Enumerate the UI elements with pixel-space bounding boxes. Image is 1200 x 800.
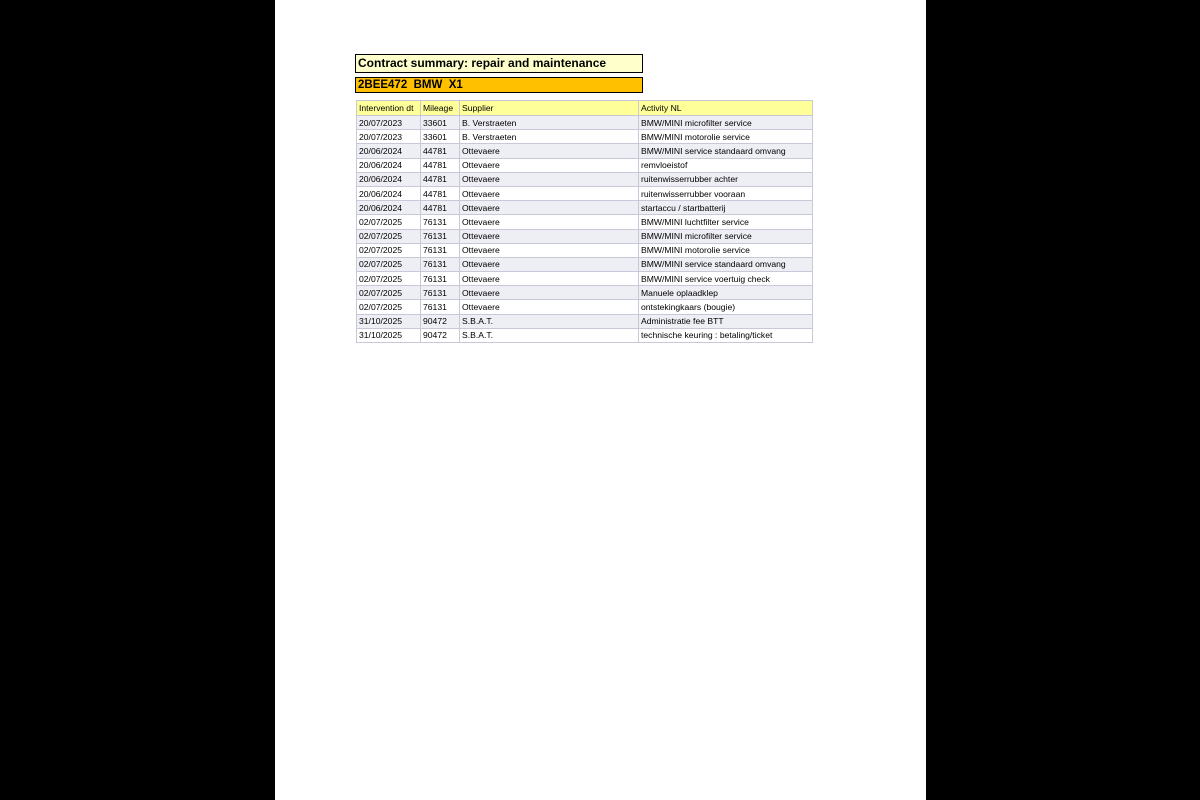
cell-intervention-date: 20/07/2023	[357, 116, 421, 130]
cell-activity: BMW/MINI service voertuig check	[639, 272, 813, 286]
table-row	[357, 130, 813, 144]
cell-intervention-date: 02/07/2025	[357, 257, 421, 271]
cell-intervention-date: 20/06/2024	[357, 172, 421, 186]
cell-supplier: Ottevaere	[460, 272, 639, 286]
cell-mileage: 76131	[421, 215, 460, 229]
cell-activity: ruitenwisserrubber vooraan	[639, 186, 813, 200]
cell-supplier: Ottevaere	[460, 229, 639, 243]
header-mileage: Mileage	[421, 101, 460, 116]
cell-intervention-date: 20/06/2024	[357, 186, 421, 200]
cell-supplier: Ottevaere	[460, 257, 639, 271]
cell-supplier: Ottevaere	[460, 215, 639, 229]
cell-mileage: 44781	[421, 201, 460, 215]
cell-intervention-date: 02/07/2025	[357, 229, 421, 243]
cell-mileage: 44781	[421, 144, 460, 158]
table-row	[357, 243, 813, 257]
table-row	[357, 158, 813, 172]
table-row	[357, 172, 813, 186]
cell-intervention-date: 20/06/2024	[357, 201, 421, 215]
cell-intervention-date: 20/07/2023	[357, 130, 421, 144]
header-activity: Activity NL	[639, 101, 813, 116]
table-row	[357, 257, 813, 271]
table-row	[357, 328, 813, 342]
cell-activity: BMW/MINI service standaard omvang	[639, 144, 813, 158]
cell-supplier: Ottevaere	[460, 158, 639, 172]
cell-supplier: Ottevaere	[460, 243, 639, 257]
cell-activity: BMW/MINI microfilter service	[639, 229, 813, 243]
cell-intervention-date: 02/07/2025	[357, 286, 421, 300]
header-supplier: Supplier	[460, 101, 639, 116]
table-row	[357, 314, 813, 328]
cell-mileage: 76131	[421, 257, 460, 271]
cell-activity: startaccu / startbatterij	[639, 201, 813, 215]
cell-intervention-date: 02/07/2025	[357, 243, 421, 257]
cell-supplier: S.B.A.T.	[460, 328, 639, 342]
cell-supplier: Ottevaere	[460, 144, 639, 158]
cell-mileage: 76131	[421, 300, 460, 314]
maintenance-table	[356, 100, 813, 343]
document-page	[275, 0, 926, 800]
cell-activity: Administratie fee BTT	[639, 314, 813, 328]
cell-activity: technische keuring : betaling/ticket	[639, 328, 813, 342]
header-intervention-date: Intervention dt	[357, 101, 421, 116]
cell-mileage: 76131	[421, 243, 460, 257]
cell-intervention-date: 02/07/2025	[357, 215, 421, 229]
cell-mileage: 90472	[421, 314, 460, 328]
cell-supplier: Ottevaere	[460, 300, 639, 314]
cell-mileage: 33601	[421, 130, 460, 144]
cell-supplier: Ottevaere	[460, 286, 639, 300]
table-row	[357, 229, 813, 243]
cell-supplier: S.B.A.T.	[460, 314, 639, 328]
cell-activity: BMW/MINI motorolie service	[639, 243, 813, 257]
cell-activity: BMW/MINI luchtfilter service	[639, 215, 813, 229]
cell-supplier: Ottevaere	[460, 201, 639, 215]
cell-mileage: 44781	[421, 158, 460, 172]
cell-intervention-date: 20/06/2024	[357, 144, 421, 158]
cell-mileage: 44781	[421, 186, 460, 200]
cell-activity: Manuele oplaadklep	[639, 286, 813, 300]
cell-mileage: 33601	[421, 116, 460, 130]
cell-supplier: B. Verstraeten	[460, 130, 639, 144]
cell-mileage: 44781	[421, 172, 460, 186]
cell-activity: BMW/MINI microfilter service	[639, 116, 813, 130]
cell-activity: remvloeistof	[639, 158, 813, 172]
cell-mileage: 76131	[421, 286, 460, 300]
cell-activity: ontstekingkaars (bougie)	[639, 300, 813, 314]
table-row	[357, 186, 813, 200]
table-row	[357, 201, 813, 215]
cell-mileage: 90472	[421, 328, 460, 342]
table-header-row	[357, 101, 813, 116]
cell-supplier: B. Verstraeten	[460, 116, 639, 130]
table-row	[357, 144, 813, 158]
cell-intervention-date: 20/06/2024	[357, 158, 421, 172]
cell-supplier: Ottevaere	[460, 172, 639, 186]
cell-mileage: 76131	[421, 229, 460, 243]
table-row	[357, 300, 813, 314]
vehicle-id: 2BEE472 BMW X1	[355, 77, 643, 93]
cell-intervention-date: 31/10/2025	[357, 328, 421, 342]
cell-activity: BMW/MINI motorolie service	[639, 130, 813, 144]
table-row	[357, 286, 813, 300]
cell-mileage: 76131	[421, 272, 460, 286]
table-row	[357, 272, 813, 286]
cell-intervention-date: 31/10/2025	[357, 314, 421, 328]
table-row	[357, 215, 813, 229]
table-row	[357, 116, 813, 130]
cell-activity: ruitenwisserrubber achter	[639, 172, 813, 186]
cell-intervention-date: 02/07/2025	[357, 272, 421, 286]
document-title: Contract summary: repair and maintenance	[355, 54, 643, 73]
cell-intervention-date: 02/07/2025	[357, 300, 421, 314]
cell-supplier: Ottevaere	[460, 186, 639, 200]
cell-activity: BMW/MINI service standaard omvang	[639, 257, 813, 271]
